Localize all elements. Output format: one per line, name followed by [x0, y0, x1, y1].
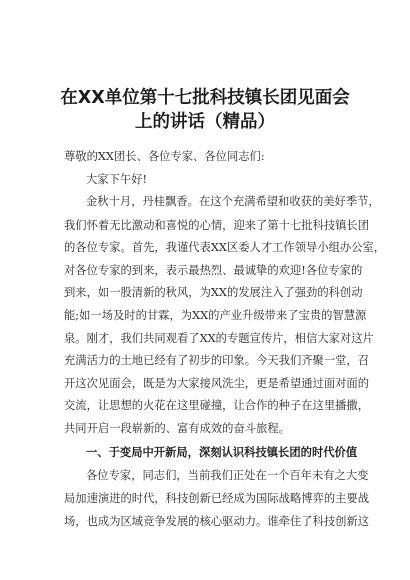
paragraph-line: 泉。刚才，我们共同观看了XX的专题宣传片，相信大家对这片 [64, 332, 374, 345]
section-heading: 一、于变局中开新局，深刻认识科技镇长团的时代价值 [86, 446, 358, 459]
paragraph-line: 我们怀着无比激动和喜悦的心情，迎来了第十七批科技镇长团 [64, 219, 370, 232]
document-title-line-2: 上的讲话（精品） [135, 112, 275, 132]
paragraph-line: 共同开启一段崭新的、富有成效的奋斗旅程。 [64, 422, 290, 435]
paragraph-line: 交流，让思想的火花在这里碰撞，让合作的种子在这里播撒， [64, 399, 370, 412]
paragraph-line: 金秋十月，丹桂飘香。在这个充满希望和收获的美好季节， [86, 195, 380, 208]
paragraph-line: 充满活力的土地已经有了初步的印象。今天我们齐聚一堂，召 [64, 354, 370, 367]
paragraph-line: 的各位专家。首先，我谨代表XX区委人才工作领导小组办公室， [64, 241, 386, 254]
salutation: 尊敬的XX团长、各位专家、各位同志们: [64, 150, 265, 163]
greeting: 大家下午好! [86, 173, 148, 186]
document-title-line-1: 在XX单位第十七批科技镇长团见面会 [60, 88, 350, 108]
paragraph-line: 局加速演进的时代，科技创新已经成为国际战略博弈的主要战 [64, 492, 370, 505]
paragraph-line: 到来，如一股清新的秋风，为XX的发展注入了强劲的科创动 [64, 286, 363, 299]
paragraph-line: 能;如一场及时的甘霖，为XX的产业升级带来了宝贵的智慧源 [64, 309, 367, 322]
paragraph-line: 开这次见面会，既是为大家接风洗尘，更是希望通过面对面的 [64, 377, 370, 390]
paragraph-line: 场，也成为区域竞争发展的核心驱动力。谁牵住了科技创新这 [64, 515, 370, 528]
paragraph-line: 各位专家，同志们，当前我们正处在一个百年未有之大变 [86, 469, 369, 482]
paragraph-line: 对各位专家的到来，表示最热烈、最诚挚的欢迎!各位专家的 [64, 264, 363, 277]
